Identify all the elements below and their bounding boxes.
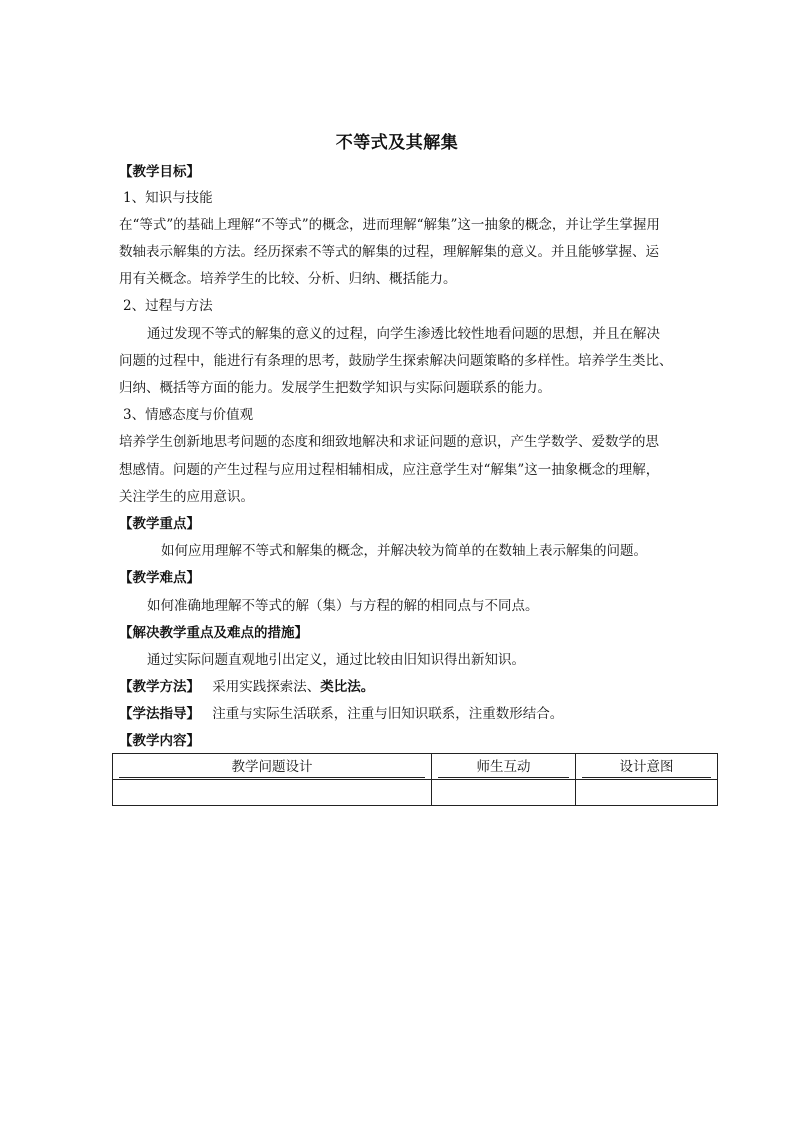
method-row <box>119 677 679 697</box>
goal1-line-1: 在“等式”的基础上理解“不等式”的概念，进而理解“解集”这一抽象的概念，并让学生掌握用 <box>119 217 660 233</box>
goal2-line-1: 通过发现不等式的解集的意义的过程，向学生渗透比较性地看问题的思想，并且在解决 <box>147 326 660 342</box>
goals-heading: 【教学目标】 <box>119 164 200 180</box>
header-problem-design: 教学问题设计 <box>231 759 313 775</box>
header-underline <box>438 777 569 778</box>
key-text: 如何应用理解不等式和解集的概念，并解决较为简单的在数轴上表示解集的问题。 <box>161 543 647 559</box>
goal3-line-3: 关注学生的应用意识。 <box>119 489 254 505</box>
goal1-line-3: 用有关概念。培养学生的比较、分析、归纳、概括能力。 <box>119 271 457 287</box>
table-row <box>113 780 718 806</box>
header-intent: 设计意图 <box>619 759 674 775</box>
table-header-cell <box>432 754 576 780</box>
goal3-heading: 3、情感态度与价值观 <box>123 407 254 423</box>
content-table <box>112 753 718 806</box>
header-interaction: 师生互动 <box>476 759 531 775</box>
table-cell <box>576 780 718 806</box>
goal2-heading: 2、过程与方法 <box>123 298 213 314</box>
method-text: 采用实践探索法、 <box>212 679 321 695</box>
difficulty-heading: 【教学难点】 <box>119 570 200 586</box>
method-text-bold: 类比法。 <box>320 679 375 695</box>
goal1-line-2: 数轴表示解集的方法。经历探索不等式的解集的过程，理解解集的意义。并且能够掌握、运 <box>119 244 659 260</box>
table-header-cell <box>576 754 718 780</box>
study-row <box>119 704 679 724</box>
study-heading: 【学法指导】 <box>119 706 200 722</box>
table-header-row <box>113 754 718 780</box>
study-text: 注重与实际生活联系，注重与旧知识联系，注重数形结合。 <box>212 706 564 722</box>
header-underline <box>119 777 425 778</box>
key-heading: 【教学重点】 <box>119 516 200 532</box>
difficulty-text: 如何准确地理解不等式的解（集）与方程的解的相同点与不同点。 <box>147 598 539 614</box>
goal3-line-2: 想感情。问题的产生过程与应用过程相辅相成，应注意学生对“解集”这一抽象概念的理解， <box>119 462 660 478</box>
goal1-heading: 1、知识与技能 <box>123 190 213 206</box>
table-cell <box>113 780 432 806</box>
table-cell <box>432 780 576 806</box>
page-title: 不等式及其解集 <box>335 133 459 153</box>
measures-text: 通过实际问题直观地引出定义，通过比较由旧知识得出新知识。 <box>147 652 525 668</box>
table-header-cell <box>113 754 432 780</box>
measures-heading: 【解决教学重点及难点的措施】 <box>119 625 308 641</box>
goal3-line-1: 培养学生创新地思考问题的态度和细致地解决和求证问题的意识，产生学数学、爱数学的思 <box>119 434 659 450</box>
header-underline <box>582 777 711 778</box>
method-heading: 【教学方法】 <box>119 679 200 695</box>
content-heading: 【教学内容】 <box>119 733 200 749</box>
goal2-line-3: 归纳、概括等方面的能力。发展学生把数学知识与实际问题联系的能力。 <box>119 380 551 396</box>
goal2-line-2: 问题的过程中，能进行有条理的思考，鼓励学生探索解决问题策略的多样性。培养学生类比、 <box>119 353 673 369</box>
